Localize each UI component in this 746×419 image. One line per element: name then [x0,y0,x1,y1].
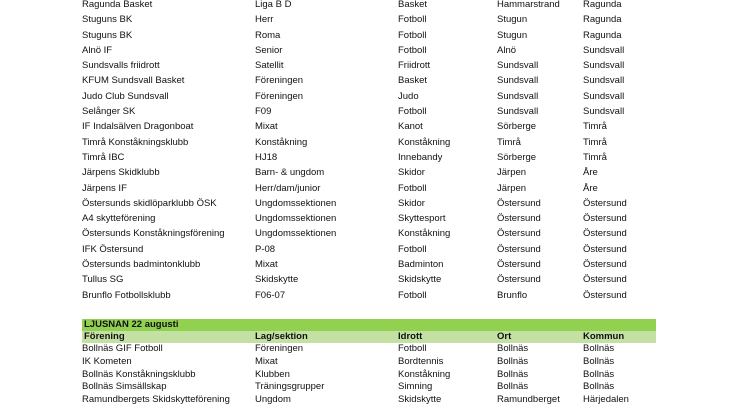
club-table-top [82,0,656,303]
header-row [82,331,656,343]
cell-kommun: Bollnäs [583,342,615,354]
table-row [82,196,656,211]
cell-idrott: Konståkning [398,228,451,240]
cell-lag: Mixat [255,259,278,271]
cell-idrott: Skyttesport [398,213,446,225]
cell-kommun: Bollnäs [583,355,615,367]
cell-kommun: Östersund [583,197,627,209]
cell-lag: Senior [255,44,283,56]
cell-forening: Östersunds Konståkningsförening [82,228,225,240]
cell-kommun: Timrå [583,121,607,133]
table-row [82,0,656,12]
cell-kommun: Sundsvall [583,106,625,118]
cell-kommun: Bollnäs [583,381,615,393]
cell-ort: Östersund [497,197,541,209]
cell-forening: Bollnäs Simsällskap [82,381,167,393]
cell-ort: Sundsvall [497,90,539,102]
cell-ort: Sörberge [497,151,537,163]
cell-lag: Herr [255,14,274,26]
cell-kommun: Sundsvall [583,44,625,56]
cell-kommun: Östersund [583,228,627,240]
table-row [82,394,656,407]
cell-lag: Satellit [255,60,284,72]
cell-kommun: Östersund [583,243,627,255]
table-row [82,165,656,180]
cell-kommun: Sundsvall [583,60,625,72]
cell-idrott: Badminton [398,259,444,271]
table-row [82,73,656,88]
header-idrott: Idrott [398,330,423,342]
cell-kommun: Timrå [583,136,607,148]
cell-forening: Östersunds skidlöparklubb ÖSK [82,197,217,209]
table-row [82,104,656,119]
cell-ort: Järpen [497,182,527,194]
cell-lag: Föreningen [255,342,304,354]
cell-kommun: Östersund [583,274,627,286]
table-row [82,242,656,257]
cell-ort: Östersund [497,259,541,271]
table-row [82,150,656,165]
cell-forening: Brunflo Fotbollsklubb [82,289,171,301]
cell-kommun: Ragunda [583,29,622,41]
cell-ort: Stugun [497,14,528,26]
cell-ort: Stugun [497,29,528,41]
cell-forening: Östersunds badmintonklubb [82,259,201,271]
cell-lag: Ungdom [255,394,291,406]
cell-forening: Järpens IF [82,182,127,194]
cell-forening: Stuguns BK [82,29,133,41]
cell-lag: F06-07 [255,289,286,301]
cell-idrott: Fotboll [398,14,427,26]
cell-lag: Ungdomssektionen [255,228,337,240]
cell-ort: Sundsvall [497,75,539,87]
table-row [82,343,656,356]
cell-ort: Timrå [497,136,521,148]
cell-ort: Brunflo [497,289,528,301]
cell-forening: KFUM Sundsvall Basket [82,75,185,87]
cell-forening: IK Kometen [82,355,132,367]
cell-ort: Bollnäs [497,342,529,354]
cell-idrott: Fotboll [398,29,427,41]
cell-ort: Ramundberget [497,394,560,406]
cell-lag: HJ18 [255,151,278,163]
cell-forening: IFK Östersund [82,243,144,255]
cell-idrott: Fotboll [398,342,427,354]
cell-lag: Konståkning [255,136,308,148]
cell-lag: Roma [255,29,281,41]
cell-lag: Ungdomssektionen [255,213,337,225]
cell-ort: Östersund [497,228,541,240]
cell-lag: Föreningen [255,75,304,87]
cell-lag: Liga B D [255,0,292,10]
cell-lag: Skidskytte [255,274,299,286]
cell-lag: Barn- & ungdom [255,167,325,179]
header-ort: Ort [497,330,512,342]
cell-lag: P-08 [255,243,276,255]
club-table-ljusnan [82,343,656,407]
cell-kommun: Östersund [583,259,627,271]
cell-lag: F09 [255,106,272,118]
cell-kommun: Sundsvall [583,90,625,102]
cell-forening: Timrå Konståkningsklubb [82,136,189,148]
cell-kommun: Ragunda [583,14,622,26]
header-forening: Förening [84,330,125,342]
cell-forening: IF Indalsälven Dragonboat [82,121,194,133]
cell-idrott: Simning [398,381,433,393]
cell-idrott: Skidor [398,167,425,179]
cell-idrott: Innebandy [398,151,443,163]
table-row [82,28,656,43]
cell-idrott: Fotboll [398,44,427,56]
cell-forening: Selånger SK [82,106,136,118]
table-row [82,135,656,150]
cell-forening: Järpens Skidklubb [82,167,160,179]
cell-lag: Klubben [255,368,290,380]
cell-idrott: Basket [398,75,428,87]
cell-forening: Bollnäs GIF Fotboll [82,342,163,354]
cell-ort: Östersund [497,274,541,286]
cell-idrott: Bordtennis [398,355,444,367]
table-row [82,381,656,394]
section-title: LJUSNAN 22 augusti [82,319,656,331]
cell-idrott: Friidrott [398,60,431,72]
cell-forening: A4 skytteförening [82,213,156,225]
spreadsheet [82,0,656,407]
cell-idrott: Judo [398,90,419,102]
table-row [82,43,656,58]
cell-ort: Sundsvall [497,60,539,72]
cell-kommun: Åre [583,167,598,179]
cell-kommun: Härjedalen [583,394,629,406]
cell-ort: Östersund [497,243,541,255]
cell-idrott: Kanot [398,121,423,133]
cell-idrott: Fotboll [398,289,427,301]
cell-kommun: Ragunda [583,0,622,10]
cell-forening: Ramundbergets Skidskytteförening [82,394,230,406]
cell-idrott: Konståkning [398,136,451,148]
cell-idrott: Fotboll [398,106,427,118]
cell-ort: Bollnäs [497,368,529,380]
cell-kommun: Åre [583,182,598,194]
cell-forening: Judo Club Sundsvall [82,90,169,102]
table-row [82,89,656,104]
cell-ort: Alnö [497,44,517,56]
cell-lag: Mixat [255,121,278,133]
cell-idrott: Skidskytte [398,394,442,406]
cell-lag: Herr/dam/junior [255,182,321,194]
cell-forening: Sundsvalls friidrott [82,60,160,72]
table-row [82,119,656,134]
table-row [82,257,656,272]
cell-kommun: Timrå [583,151,607,163]
header-kommun: Kommun [583,330,625,342]
cell-kommun: Östersund [583,289,627,301]
cell-idrott: Skidskytte [398,274,442,286]
table-row [82,58,656,73]
cell-lag: Föreningen [255,90,304,102]
table-row [82,226,656,241]
cell-kommun: Östersund [583,213,627,225]
cell-forening: Stuguns BK [82,14,133,26]
cell-lag: Ungdomssektionen [255,197,337,209]
cell-ort: Järpen [497,167,527,179]
cell-lag: Träningsgrupper [255,381,325,393]
cell-forening: Ragunda Basket [82,0,153,10]
table-row [82,12,656,27]
cell-idrott: Fotboll [398,182,427,194]
table-row [82,356,656,369]
cell-forening: Timrå IBC [82,151,125,163]
table-row [82,272,656,287]
cell-kommun: Sundsvall [583,75,625,87]
cell-ort: Sundsvall [497,106,539,118]
cell-idrott: Skidor [398,197,425,209]
table-row [82,211,656,226]
cell-idrott: Basket [398,0,428,10]
cell-ort: Bollnäs [497,381,529,393]
cell-kommun: Bollnäs [583,368,615,380]
cell-forening: Bollnäs Konståkningsklubb [82,368,196,380]
cell-ort: Bollnäs [497,355,529,367]
cell-idrott: Fotboll [398,243,427,255]
table-row [82,288,656,303]
table-row [82,181,656,196]
cell-forening: Tullus SG [82,274,124,286]
cell-idrott: Konståkning [398,368,451,380]
cell-lag: Mixat [255,355,278,367]
cell-ort: Östersund [497,213,541,225]
cell-ort: Hammarstrand [497,0,560,10]
table-row [82,369,656,382]
cell-forening: Alnö IF [82,44,113,56]
header-lag: Lag/sektion [255,330,308,342]
cell-ort: Sörberge [497,121,537,133]
